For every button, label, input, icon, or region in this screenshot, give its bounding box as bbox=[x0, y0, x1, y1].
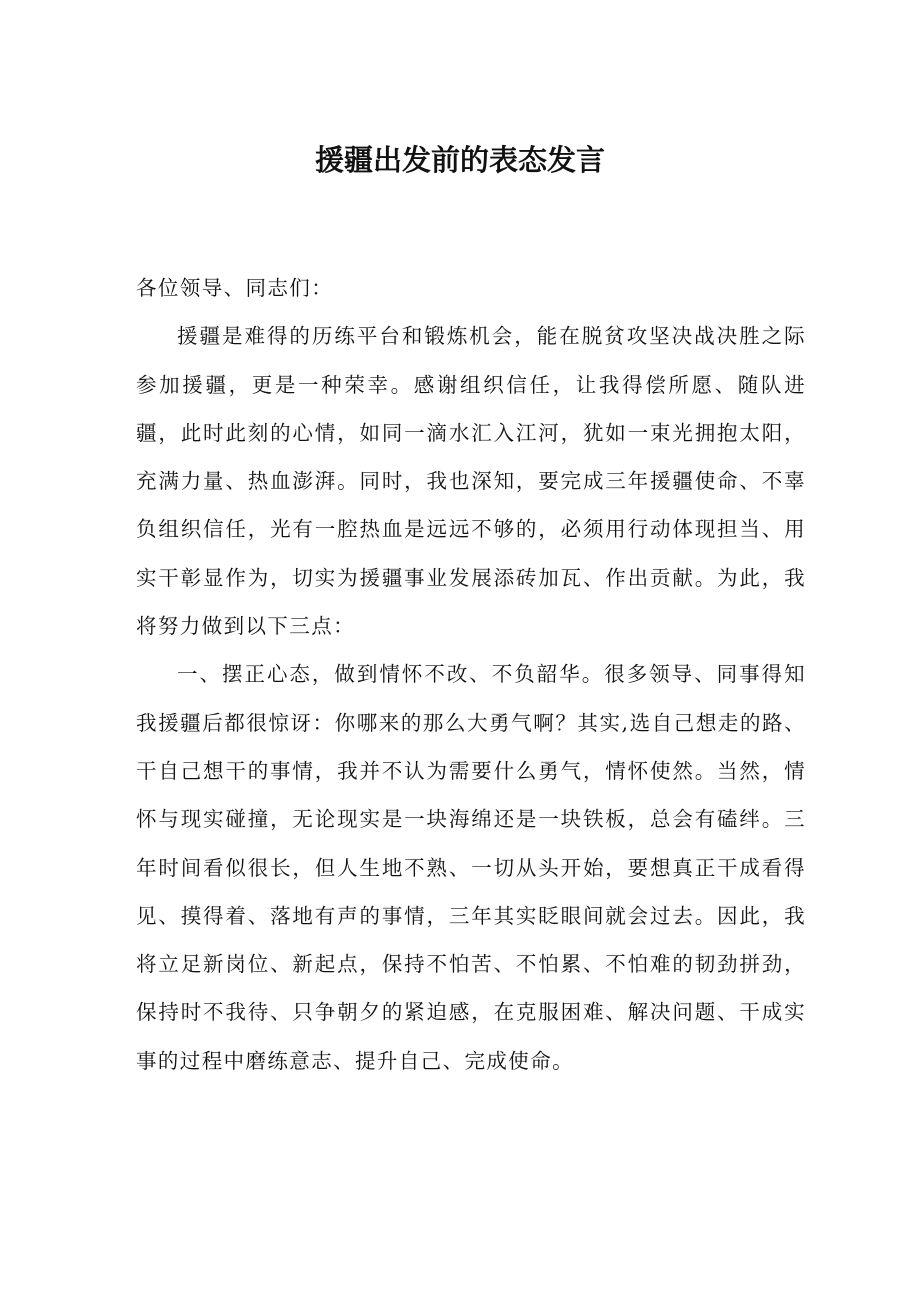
document-body bbox=[136, 264, 806, 1085]
document-title: 援疆出发前的表态发言 bbox=[314, 143, 605, 177]
paragraph-1: 援疆是难得的历练平台和锻炼机会，能在脱贫攻坚决战决胜之际参加援疆，更是一种荣幸。感谢组织信任，让我得偿所愿、随队进疆，此时此刻的心情，如同一滴水汇入江河，犹如一束光拥抱太阳，充满力量、热血澎湃。同时，我也深知，要完成三年援疆使命、不辜负组织信任，光有一腔热血是远远不够的，必须用行动体现担当、用实干彰显作为，切实为援疆事业发展添砖加瓦、作出贡献。为此，我将努力做到以下三点： bbox=[136, 324, 806, 639]
paragraph-2: 一、摆正心态，做到情怀不改、不负韶华。很多领导、同事得知我援疆后都很惊讶：你哪来的那么大勇气啊？其实,选自己想走的路、干自己想干的事情，我并不认为需要什么勇气，情怀使然。当然，情怀与现实碰撞，无论现实是一块海绵还是一块铁板，总会有磕绊。三年时间看似很长，但人生地不熟、一切从头开始，要想真正干成看得见、摸得着、落地有声的事情，三年其实眨眼间就会过去。因此，我将立足新岗位、新起点，保持不怕苦、不怕累、不怕难的韧劲拼劲，保持时不我待、只争朝夕的紧迫感，在克服困难、解决问题、干成实事的过程中磨练意志、提升自己、完成使命。 bbox=[136, 662, 806, 1073]
salutation: 各位领导、同志们： bbox=[136, 276, 334, 300]
